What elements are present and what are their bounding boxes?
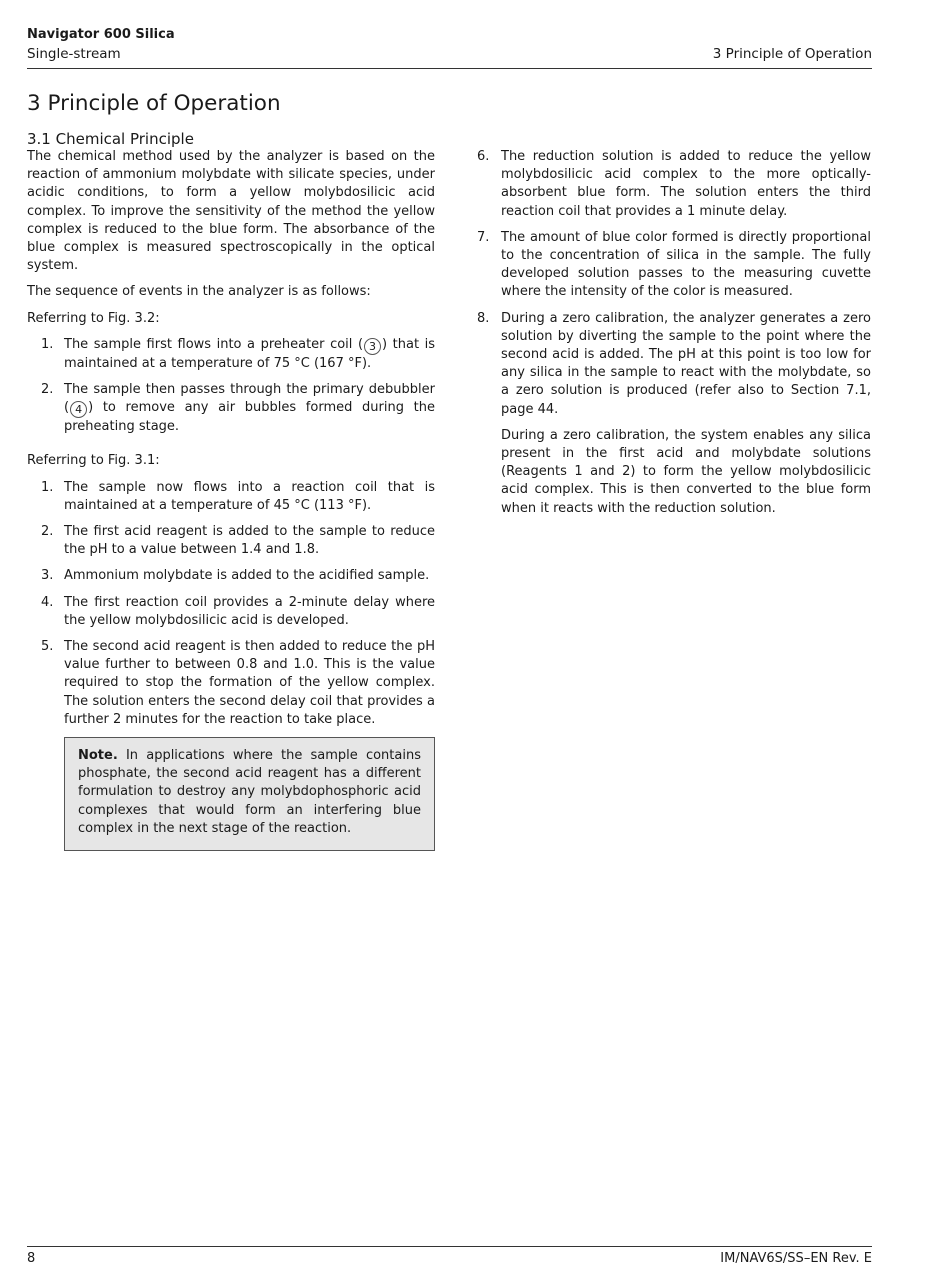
- list-item: [27, 523, 435, 559]
- list-item: [27, 594, 435, 630]
- fig-3-1-reference: Referring to Fig. 3.1:: [27, 453, 160, 469]
- step-text: The sample now flows into a reaction coil that is maintained at a temperature of 45 °C (113 °F).: [64, 479, 435, 513]
- step-text-start: The sample then passes through the primary debubbler (: [64, 382, 435, 416]
- continued-steps: [473, 148, 871, 419]
- document-id: IM/NAV6S/SS–EN Rev. E: [720, 1251, 872, 1266]
- step-text: The reduction solution is added to reduce the yellow molybdosilicic acid complex to the more optically-absorbent blue form. The solution enters the third reaction coil that provides a 1 minute delay.: [501, 149, 871, 219]
- header-section-name: 3 Principle of Operation: [712, 46, 872, 62]
- step-text: The first reaction coil provides a 2-minute delay where the yellow molybdosilicic acid is developed.: [64, 594, 435, 628]
- step-number: 5.: [41, 639, 54, 655]
- list-item: [27, 567, 435, 585]
- header-subtitle: Single-stream: [27, 46, 121, 62]
- step-text: The amount of blue color formed is directly proportional to the concentration of silica in the sample. The fully developed solution passes to the measuring cuvette where the intensity of the color is measured.: [501, 229, 871, 300]
- fig-3-1-steps: [27, 479, 435, 729]
- step-number: 3.: [41, 568, 54, 584]
- step-text-start: The sample first flows into a preheater coil (: [64, 336, 364, 352]
- section-title: 3.1 Chemical Principle: [27, 130, 194, 148]
- step-text: The second acid reagent is then added to reduce the pH value further to between 0.8 and 1.0. This is the value required to stop the formation of the yellow complex. The solution enters the second delay coil that provides a further 2 minutes for the reaction to take place.: [64, 639, 435, 727]
- list-item: [27, 638, 435, 729]
- step-text-end: ) to remove any air bubbles formed during the preheating stage.: [64, 400, 435, 435]
- note-text: In applications where the sample contains phosphate, the second acid reagent has a different formulation to destroy any molybdophosphoric acid complexes that would form an interfering blue complex in the next stage of the reaction.: [78, 748, 421, 836]
- step-text: The first acid reagent is added to the sample to reduce the pH to a value between 1.4 and 1.8.: [64, 524, 435, 558]
- step-text: Ammonium molybdate is added to the acidified sample.: [64, 568, 430, 584]
- list-item: [473, 229, 871, 302]
- step-number: 2.: [41, 382, 54, 398]
- header-divider: [27, 68, 872, 69]
- header-product-title: Navigator 600 Silica: [27, 27, 175, 42]
- step-number: 1.: [41, 336, 54, 352]
- step-number: 8.: [477, 310, 490, 326]
- step-text-end: ) that is maintained at a temperature of 75 °C (167 °F).: [64, 336, 436, 371]
- callout-number-icon: 4: [70, 401, 87, 418]
- callout-number-icon: 3: [364, 338, 381, 355]
- list-item: [27, 381, 435, 436]
- list-item: [473, 310, 871, 419]
- step-number: 4.: [41, 594, 54, 610]
- intro-paragraph: The chemical method used by the analyzer is based on the reaction of ammonium molybdate with silicate species, under acidic conditions, to form a yellow molybdosilicic acid complex. To improve the sensitivity of the method the yellow complex is reduced to the blue form. The absorbance of the blue complex is measured spectroscopically in the optical system.: [27, 149, 435, 274]
- list-item: [473, 148, 871, 221]
- page-number: 8: [27, 1251, 36, 1266]
- step-number: 1.: [41, 479, 54, 495]
- step-number: 6.: [477, 149, 490, 164]
- step-number: 2.: [41, 524, 54, 540]
- fig-3-2-reference: Referring to Fig. 3.2:: [27, 310, 160, 326]
- footer-divider: [27, 1246, 872, 1247]
- sequence-paragraph: The sequence of events in the analyzer is as follows:: [27, 284, 371, 300]
- fig-3-2-steps: [27, 336, 435, 437]
- left-column: [27, 148, 435, 851]
- step-number: 7.: [477, 229, 490, 245]
- header-left: [27, 26, 175, 63]
- right-column: [473, 148, 871, 518]
- list-item: [27, 479, 435, 515]
- note-box: [64, 737, 435, 851]
- zero-calibration-paragraph: During a zero calibration, the system enables any silica present in the first acid and molybdate solutions (Reagents 1 and 2) to form the yellow molybdosilicic acid complex. This is then converted to the blue form when it reacts with the reduction solution.: [501, 427, 871, 516]
- step-text: During a zero calibration, the analyzer generates a zero solution by diverting the sample to the point where the second acid is added. The pH at this point is too low for any silica in the sample to react with the molybdate, so a zero solution is produced (refer also to Section 7.1, page 44.: [501, 310, 871, 417]
- note-label: Note.: [78, 748, 118, 764]
- page-title: 3 Principle of Operation: [27, 91, 281, 116]
- list-item: [27, 336, 435, 373]
